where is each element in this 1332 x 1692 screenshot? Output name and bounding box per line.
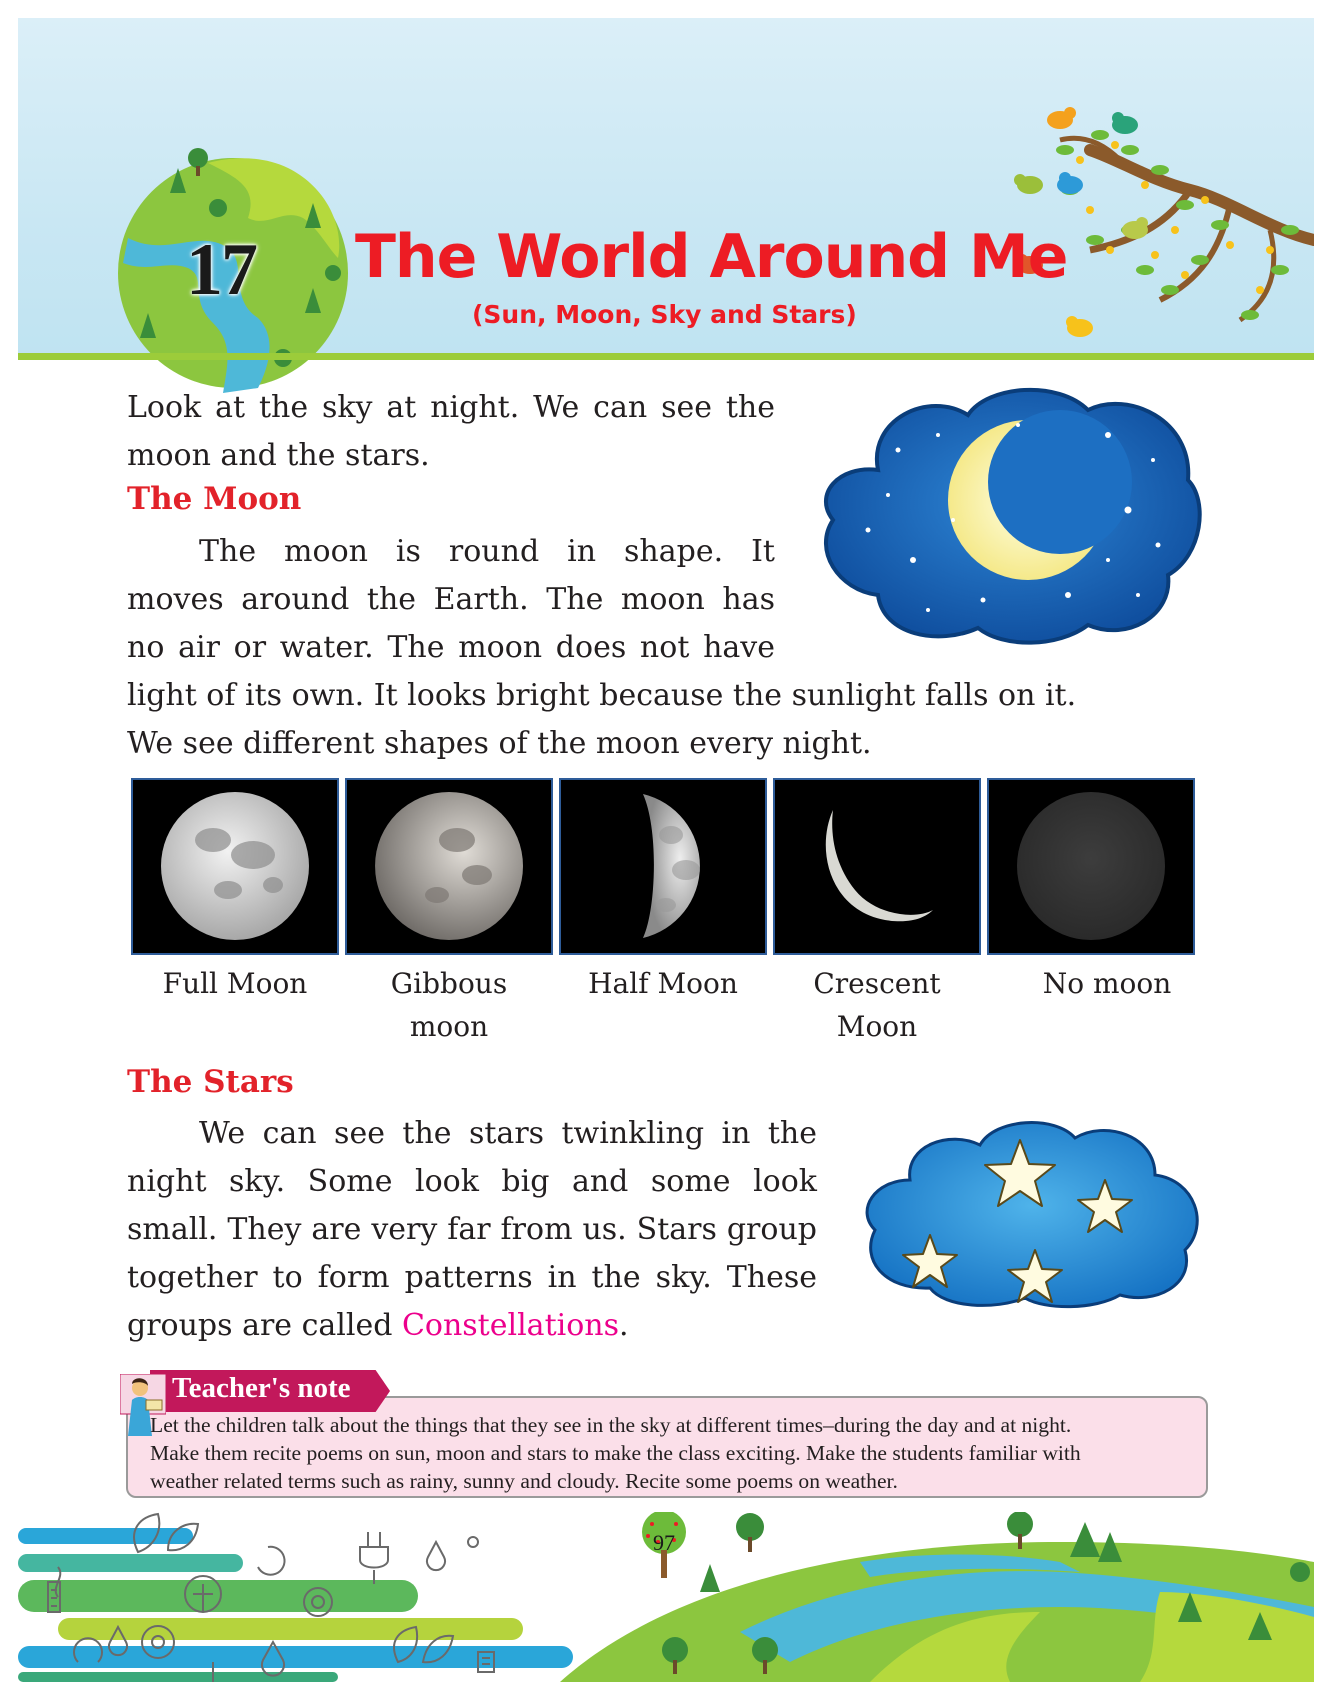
full-moon-icon <box>133 780 337 953</box>
crescent-moon-photo <box>773 778 981 955</box>
teachers-note-line-2: Make them recite poems on sun, moon and stars to make the class exciting. Make the students familiar with <box>150 1441 1081 1465</box>
moon-paragraph-line-3: no air or water. The moon does not have <box>127 630 775 665</box>
stars-section-heading: The Stars <box>127 1064 294 1100</box>
constellations-keyword: Constellations <box>401 1308 619 1343</box>
teachers-note-line-3: weather related terms such as rainy, sunny and cloudy. Recite some poems on weather. <box>150 1469 898 1493</box>
full-moon-label: Full Moon <box>162 967 308 1000</box>
moon-paragraph-line-5: We see different shapes of the moon every night. <box>127 726 872 761</box>
gibbous-moon-photo <box>345 778 553 955</box>
chapter-number: 17 <box>186 229 256 311</box>
chapter-title: The World Around Me <box>355 222 1068 292</box>
stars-paragraph-line-3: small. They are very far from us. Stars group <box>127 1212 817 1247</box>
moon-paragraph-line-2: moves around the Earth. The moon has <box>127 582 775 617</box>
stars-paragraph-line-5: groups are called Constellations. <box>127 1308 629 1343</box>
full-moon-photo <box>131 778 339 955</box>
half-moon-label: Half Moon <box>588 967 738 1000</box>
crescent-moon-label: Crescent Moon <box>813 967 941 1043</box>
half-moon-photo <box>559 778 767 955</box>
star-cloud-illustration <box>855 1110 1210 1310</box>
stars-paragraph-line-2: night sky. Some look big and some look <box>127 1164 817 1199</box>
night-sky-cloud-with-crescent-moon-illustration <box>808 380 1208 650</box>
teachers-note-text <box>150 1411 1198 1495</box>
stars-paragraph-line-1: We can see the stars twinkling in the <box>199 1116 817 1151</box>
no-moon-photo <box>987 778 1195 955</box>
header-divider <box>18 353 1314 360</box>
eco-stripes-decoration <box>18 1512 578 1682</box>
teachers-note-title: Teacher's note <box>172 1372 351 1404</box>
stars-paragraph-line-4: together to form patterns in the sky. These <box>127 1260 817 1295</box>
moon-section-heading: The Moon <box>127 481 302 517</box>
gibbous-moon-label: Gibbous moon <box>390 967 508 1043</box>
crescent-moon-icon <box>775 780 979 953</box>
moon-paragraph-line-1: The moon is round in shape. It <box>199 534 775 569</box>
teachers-note-line-1: Let the children talk about the things that they see in the sky at different times–during the day and at night. <box>150 1413 1072 1437</box>
half-moon-icon <box>561 780 765 953</box>
intro-line-1: Look at the sky at night. We can see the <box>127 390 775 425</box>
no-moon-label: No moon <box>1042 967 1172 1000</box>
chapter-subtitle: (Sun, Moon, Sky and Stars) <box>472 300 857 329</box>
no-moon-icon <box>989 780 1193 953</box>
intro-line-2: moon and the stars. <box>127 438 430 473</box>
gibbous-moon-icon <box>347 780 551 953</box>
page-number: 97 <box>653 1530 675 1555</box>
moon-paragraph-line-4: light of its own. It looks bright because the sunlight falls on it. <box>127 678 1077 713</box>
